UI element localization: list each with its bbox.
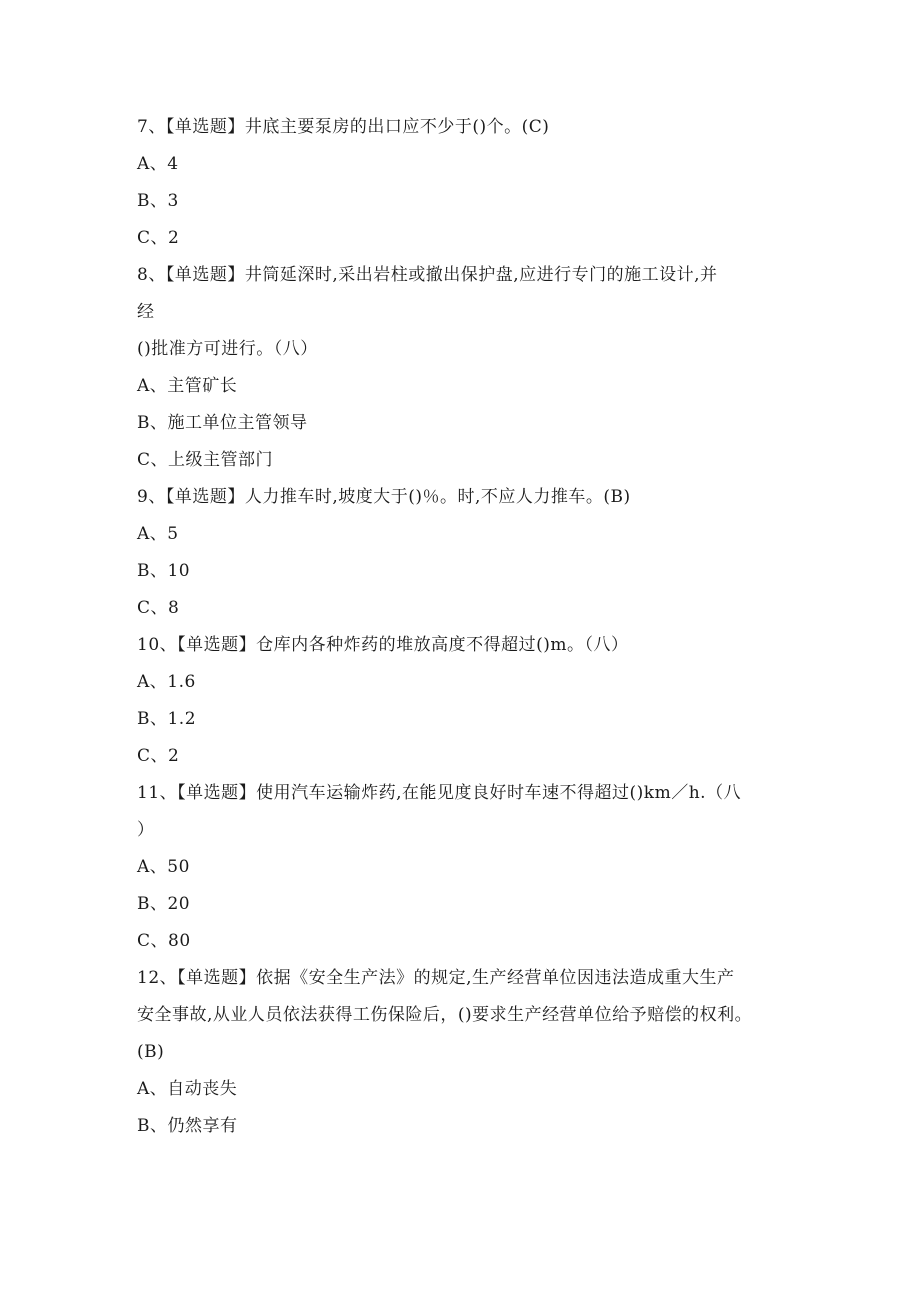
question-9-option-a: A、5 — [137, 524, 179, 544]
question-8-text-cont-1: 经 — [137, 302, 155, 322]
question-8-text: 8、【单选题】井筒延深时,采出岩柱或撤出保护盘,应进行专门的施工设计,并 — [137, 265, 718, 285]
question-11-text: 11、【单选题】使用汽车运输炸药,在能见度良好时车速不得超过()km／h.（八 — [137, 783, 742, 803]
question-10-option-a: A、1.6 — [137, 672, 196, 692]
question-8-text-cont-2: ()批准方可进行。（八） — [137, 339, 318, 359]
question-7-option-a: A、4 — [137, 154, 179, 174]
question-11-option-b: B、20 — [137, 894, 191, 914]
question-8-option-a: A、主管矿长 — [137, 376, 238, 396]
question-8-option-c: C、上级主管部门 — [137, 450, 274, 470]
question-12-text-cont-1: 安全事故,从业人员依法获得工伤保险后，()要求生产经营单位给予赔偿的权利。 — [137, 1005, 753, 1025]
question-9-option-b: B、10 — [137, 561, 191, 581]
question-9-option-c: C、8 — [137, 598, 180, 618]
question-7-option-b: B、3 — [137, 191, 179, 211]
question-10-option-c: C、2 — [137, 746, 180, 766]
question-7-option-c: C、2 — [137, 228, 180, 248]
question-11-option-a: A、50 — [137, 857, 190, 877]
question-12-option-a: A、自动丧失 — [137, 1079, 238, 1099]
question-12-text: 12、【单选题】依据《安全生产法》的规定,生产经营单位因违法造成重大生产 — [137, 968, 735, 988]
question-10-text: 10、【单选题】仓库内各种炸药的堆放高度不得超过()m。（八） — [137, 635, 629, 655]
question-8-option-b: B、施工单位主管领导 — [137, 413, 308, 433]
question-7-text: 7、【单选题】井底主要泵房的出口应不少于()个。(C) — [137, 117, 550, 137]
question-9-text: 9、【单选题】人力推车时,坡度大于()％。时,不应人力推车。(B) — [137, 487, 631, 507]
question-11-text-cont-1: ） — [137, 820, 155, 840]
question-12-text-cont-2: (B) — [137, 1042, 165, 1062]
question-10-option-b: B、1.2 — [137, 709, 197, 729]
question-11-option-c: C、80 — [137, 931, 191, 951]
question-12-option-b: B、仍然享有 — [137, 1116, 238, 1136]
